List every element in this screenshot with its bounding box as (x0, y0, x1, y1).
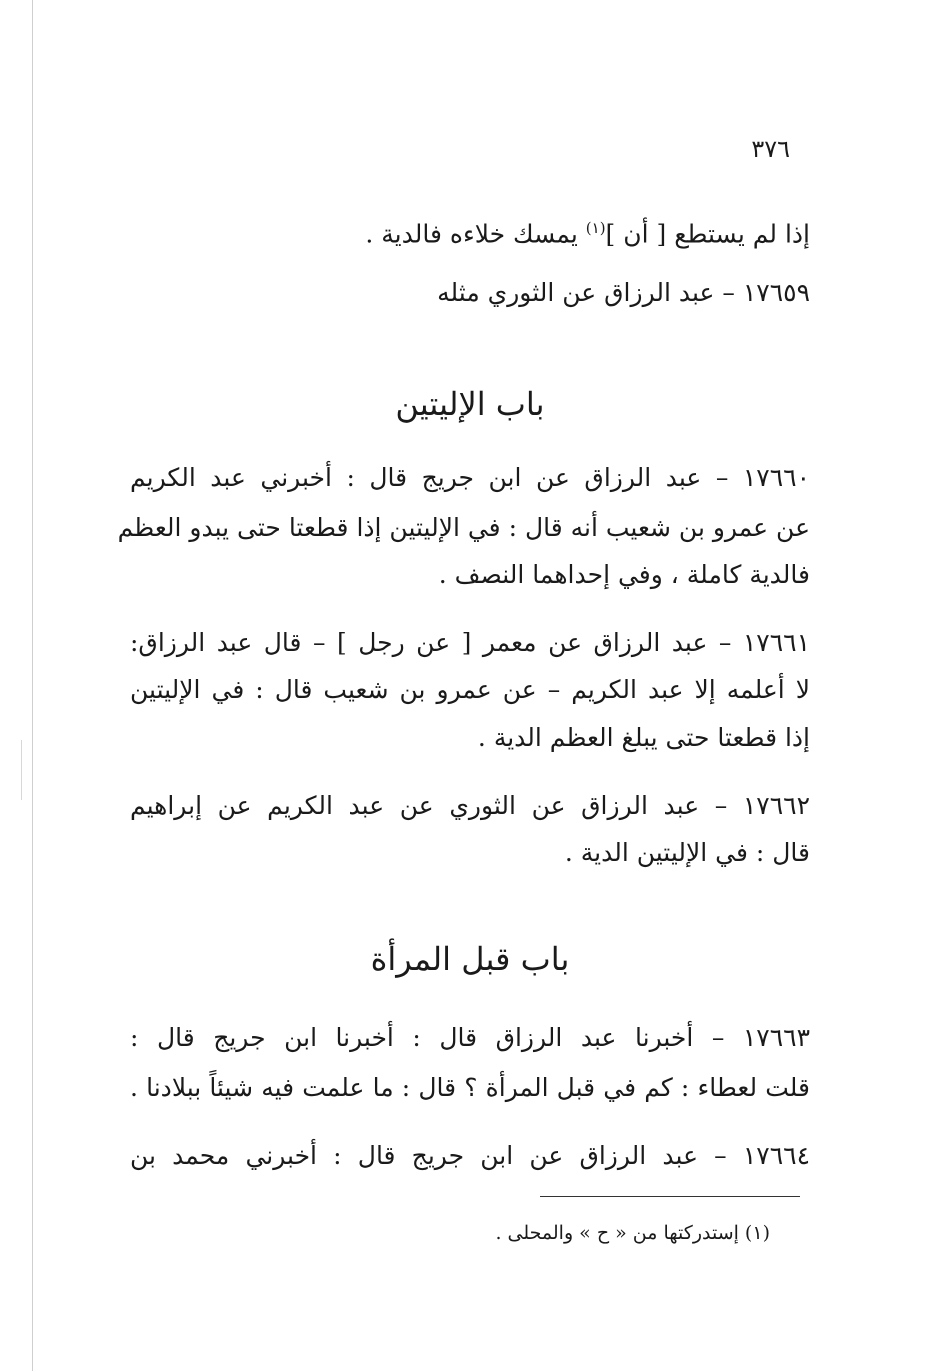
footnote-text: (١) إستدركتها من « ح » والمحلى . (495, 1222, 770, 1244)
entry-17663-line-1: ١٧٦٦٣ – أخبرنا عبد الرزاق قال : أخبرنا ابن جريج قال : (130, 1023, 810, 1052)
entry-17661-line-2: لا أعلمه إلا عبد الكريم – عن عمرو بن شعيب قال : في الإليتين (130, 675, 810, 704)
entry-17660-line-3: فالدية كاملة ، وفي إحداهما النصف . (438, 560, 810, 589)
scan-edge-mark (21, 740, 22, 800)
entry-17662-line-2: قال : في الإليتين الدية . (564, 838, 810, 867)
continuation-text-after: يمسك خلاءه فالدية . (365, 219, 586, 249)
document-page (117, 0, 810, 1371)
entry-17660-line-2: عن عمرو بن شعيب أنه قال : في الإليتين إذا قطعتا حتى يبدو العظم (117, 513, 810, 542)
entry-17662-line-1: ١٧٦٦٢ – عبد الرزاق عن الثوري عن عبد الكريم عن إبراهيم (130, 791, 810, 820)
footnote-separator (540, 1196, 800, 1197)
entry-17664-line-1: ١٧٦٦٤ – عبد الرزاق عن ابن جريج قال : أخبرني محمد بن (130, 1141, 810, 1170)
entry-17660-line-1: ١٧٦٦٠ – عبد الرزاق عن ابن جريج قال : أخبرني عبد الكريم (130, 463, 810, 492)
continuation-line-1 (130, 205, 810, 257)
continuation-line-2: ١٧٦٥٩ – عبد الرزاق عن الثوري مثله (437, 278, 810, 307)
entry-17661-line-3: إذا قطعتا حتى يبلغ العظم الدية . (477, 723, 810, 752)
footnote-marker: (١) (585, 219, 606, 237)
continuation-text-before: إذا لم يستطع [ أن ] (605, 219, 810, 249)
page-number: ٣٧٦ (751, 135, 790, 163)
section-heading-2: باب قبل المرأة (370, 940, 570, 978)
entry-17663-line-2: قلت لعطاء : كم في قبل المرأة ؟ قال : ما علمت فيه شيئاً ببلادنا . (130, 1073, 810, 1102)
entry-17661-line-1: ١٧٦٦١ – عبد الرزاق عن معمر [ عن رجل ] – قال عبد الرزاق: (130, 628, 810, 657)
section-heading-1: باب الإليتين (395, 385, 545, 423)
scan-edge-line (32, 0, 33, 1371)
